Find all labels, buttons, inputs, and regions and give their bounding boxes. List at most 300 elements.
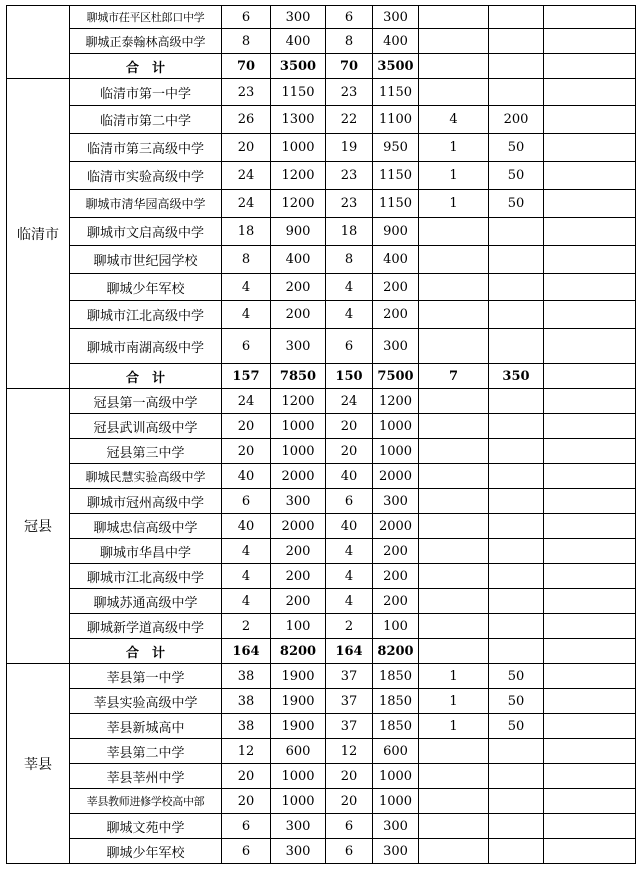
value-cell-c5: 1 <box>419 689 489 714</box>
value-cell-c5 <box>419 839 489 864</box>
value-cell-c5 <box>419 439 489 464</box>
total-value-cell-c6 <box>489 54 544 79</box>
table-row <box>7 789 636 814</box>
school-name-cell: 聊城少年军校 <box>70 274 222 301</box>
school-name-cell: 聊城少年军校 <box>70 839 222 864</box>
value-cell-c6 <box>489 246 544 274</box>
value-cell-c1: 20 <box>222 134 271 162</box>
table-row <box>7 162 636 190</box>
table-row <box>7 274 636 301</box>
table-row <box>7 246 636 274</box>
value-cell-c1: 26 <box>222 106 271 134</box>
table-row <box>7 464 636 489</box>
school-name-cell: 聊城市南湖高级中学 <box>70 329 222 364</box>
value-cell-c1: 24 <box>222 190 271 218</box>
total-value-cell-c5: 7 <box>419 364 489 389</box>
value-cell-c4: 300 <box>373 329 419 364</box>
value-cell-c4: 300 <box>373 814 419 839</box>
value-cell-c1: 6 <box>222 489 271 514</box>
value-cell-c6 <box>489 29 544 54</box>
value-cell-c1: 20 <box>222 439 271 464</box>
value-cell-c6: 50 <box>489 162 544 190</box>
value-cell-c5: 1 <box>419 714 489 739</box>
total-value-cell-c2: 8200 <box>271 639 326 664</box>
value-cell-c4: 1200 <box>373 389 419 414</box>
value-cell-c3: 6 <box>326 839 373 864</box>
value-cell-c2: 1900 <box>271 664 326 689</box>
school-name-cell: 冠县第三中学 <box>70 439 222 464</box>
value-cell-c2: 1150 <box>271 79 326 106</box>
value-cell-c4: 200 <box>373 564 419 589</box>
value-cell-c4: 1850 <box>373 714 419 739</box>
school-name-cell: 莘县新城高中 <box>70 714 222 739</box>
value-cell-c2: 100 <box>271 614 326 639</box>
value-cell-c3: 6 <box>326 6 373 29</box>
school-name-cell: 聊城市江北高级中学 <box>70 301 222 329</box>
table-row <box>7 79 636 106</box>
value-cell-c6 <box>489 839 544 864</box>
value-cell-c3: 20 <box>326 439 373 464</box>
school-name-cell: 聊城市世纪园学校 <box>70 246 222 274</box>
value-cell-c3: 4 <box>326 589 373 614</box>
table-row <box>7 739 636 764</box>
value-cell-c6 <box>489 274 544 301</box>
value-cell-c5: 1 <box>419 162 489 190</box>
value-cell-c4: 1850 <box>373 689 419 714</box>
total-value-cell-c4: 7500 <box>373 364 419 389</box>
value-cell-c6 <box>489 789 544 814</box>
total-value-cell-c1: 70 <box>222 54 271 79</box>
value-cell-c6 <box>489 514 544 539</box>
value-cell-c6: 50 <box>489 134 544 162</box>
value-cell-c2: 1300 <box>271 106 326 134</box>
value-cell-c4: 200 <box>373 301 419 329</box>
value-cell-c1: 18 <box>222 218 271 246</box>
total-value-cell-c3: 164 <box>326 639 373 664</box>
value-cell-c4: 400 <box>373 29 419 54</box>
value-cell-c2: 200 <box>271 274 326 301</box>
table-row <box>7 329 636 364</box>
empty-cell <box>544 464 636 489</box>
value-cell-c5 <box>419 79 489 106</box>
table-row <box>7 301 636 329</box>
total-row <box>7 639 636 664</box>
total-value-cell-c4: 8200 <box>373 639 419 664</box>
value-cell-c6: 50 <box>489 689 544 714</box>
value-cell-c3: 40 <box>326 514 373 539</box>
total-label-cell: 合 计 <box>70 639 222 664</box>
empty-cell <box>544 639 636 664</box>
value-cell-c4: 1100 <box>373 106 419 134</box>
value-cell-c2: 300 <box>271 489 326 514</box>
school-name-cell: 聊城市江北高级中学 <box>70 564 222 589</box>
empty-cell <box>544 162 636 190</box>
value-cell-c3: 40 <box>326 464 373 489</box>
empty-cell <box>544 301 636 329</box>
value-cell-c4: 300 <box>373 6 419 29</box>
value-cell-c5 <box>419 329 489 364</box>
school-name-cell: 莘县实验高级中学 <box>70 689 222 714</box>
value-cell-c6 <box>489 389 544 414</box>
total-value-cell-c3: 70 <box>326 54 373 79</box>
school-name-cell: 聊城市文启高级中学 <box>70 218 222 246</box>
empty-cell <box>544 664 636 689</box>
empty-cell <box>544 814 636 839</box>
value-cell-c1: 40 <box>222 514 271 539</box>
value-cell-c5 <box>419 218 489 246</box>
total-row <box>7 364 636 389</box>
value-cell-c3: 37 <box>326 714 373 739</box>
value-cell-c5: 4 <box>419 106 489 134</box>
value-cell-c5 <box>419 246 489 274</box>
value-cell-c5 <box>419 414 489 439</box>
county-cell: 冠县 <box>7 389 70 664</box>
value-cell-c3: 2 <box>326 614 373 639</box>
value-cell-c5 <box>419 514 489 539</box>
value-cell-c1: 12 <box>222 739 271 764</box>
value-cell-c6 <box>489 589 544 614</box>
table-row <box>7 614 636 639</box>
school-name-cell: 聊城市冠州高级中学 <box>70 489 222 514</box>
value-cell-c1: 6 <box>222 839 271 864</box>
empty-cell <box>544 689 636 714</box>
value-cell-c2: 1000 <box>271 414 326 439</box>
school-name-cell: 聊城市茌平区杜郎口中学 <box>70 6 222 29</box>
value-cell-c6 <box>489 218 544 246</box>
value-cell-c5 <box>419 6 489 29</box>
value-cell-c6 <box>489 614 544 639</box>
school-name-cell: 聊城市华昌中学 <box>70 539 222 564</box>
value-cell-c6 <box>489 814 544 839</box>
value-cell-c4: 1150 <box>373 190 419 218</box>
value-cell-c6: 200 <box>489 106 544 134</box>
school-name-cell: 冠县第一高级中学 <box>70 389 222 414</box>
value-cell-c1: 23 <box>222 79 271 106</box>
value-cell-c6 <box>489 414 544 439</box>
school-name-cell: 聊城新学道高级中学 <box>70 614 222 639</box>
value-cell-c1: 4 <box>222 589 271 614</box>
value-cell-c3: 4 <box>326 301 373 329</box>
school-name-cell: 冠县武训高级中学 <box>70 414 222 439</box>
value-cell-c4: 1850 <box>373 664 419 689</box>
value-cell-c4: 200 <box>373 589 419 614</box>
empty-cell <box>544 839 636 864</box>
value-cell-c6: 50 <box>489 714 544 739</box>
table-row <box>7 134 636 162</box>
value-cell-c5 <box>419 814 489 839</box>
value-cell-c1: 6 <box>222 814 271 839</box>
table-row <box>7 6 636 29</box>
school-name-cell: 聊城民慧实验高级中学 <box>70 464 222 489</box>
table-row <box>7 514 636 539</box>
value-cell-c3: 37 <box>326 664 373 689</box>
empty-cell <box>544 246 636 274</box>
table-row <box>7 29 636 54</box>
value-cell-c3: 24 <box>326 389 373 414</box>
value-cell-c6 <box>489 739 544 764</box>
table-row <box>7 489 636 514</box>
table-row <box>7 814 636 839</box>
total-value-cell-c5 <box>419 54 489 79</box>
table-row <box>7 714 636 739</box>
value-cell-c6 <box>489 439 544 464</box>
empty-cell <box>544 364 636 389</box>
value-cell-c5 <box>419 614 489 639</box>
value-cell-c4: 2000 <box>373 514 419 539</box>
total-value-cell-c3: 150 <box>326 364 373 389</box>
empty-cell <box>544 489 636 514</box>
value-cell-c4: 900 <box>373 218 419 246</box>
value-cell-c6 <box>489 301 544 329</box>
value-cell-c1: 40 <box>222 464 271 489</box>
table-row <box>7 564 636 589</box>
empty-cell <box>544 54 636 79</box>
value-cell-c6 <box>489 329 544 364</box>
empty-cell <box>544 218 636 246</box>
total-value-cell-c4: 3500 <box>373 54 419 79</box>
value-cell-c6 <box>489 764 544 789</box>
total-label-cell: 合 计 <box>70 364 222 389</box>
value-cell-c2: 600 <box>271 739 326 764</box>
school-name-cell: 临清市实验高级中学 <box>70 162 222 190</box>
value-cell-c3: 20 <box>326 789 373 814</box>
value-cell-c3: 18 <box>326 218 373 246</box>
empty-cell <box>544 106 636 134</box>
school-name-cell: 聊城正泰翰林高级中学 <box>70 29 222 54</box>
value-cell-c1: 38 <box>222 689 271 714</box>
value-cell-c3: 4 <box>326 539 373 564</box>
total-value-cell-c5 <box>419 639 489 664</box>
county-cell: 莘县 <box>7 664 70 864</box>
value-cell-c2: 200 <box>271 589 326 614</box>
value-cell-c5: 1 <box>419 190 489 218</box>
value-cell-c5 <box>419 301 489 329</box>
table-row <box>7 106 636 134</box>
total-value-cell-c1: 157 <box>222 364 271 389</box>
total-row <box>7 54 636 79</box>
value-cell-c6: 50 <box>489 664 544 689</box>
table-row <box>7 389 636 414</box>
value-cell-c1: 4 <box>222 301 271 329</box>
value-cell-c4: 1000 <box>373 439 419 464</box>
value-cell-c2: 1000 <box>271 789 326 814</box>
total-label-cell: 合 计 <box>70 54 222 79</box>
value-cell-c3: 6 <box>326 329 373 364</box>
empty-cell <box>544 6 636 29</box>
value-cell-c3: 37 <box>326 689 373 714</box>
value-cell-c2: 200 <box>271 564 326 589</box>
value-cell-c2: 400 <box>271 29 326 54</box>
value-cell-c6 <box>489 464 544 489</box>
empty-cell <box>544 414 636 439</box>
table-row <box>7 439 636 464</box>
value-cell-c1: 6 <box>222 329 271 364</box>
value-cell-c4: 300 <box>373 489 419 514</box>
value-cell-c4: 1000 <box>373 764 419 789</box>
value-cell-c4: 1150 <box>373 162 419 190</box>
value-cell-c2: 1200 <box>271 190 326 218</box>
value-cell-c3: 20 <box>326 764 373 789</box>
empty-cell <box>544 29 636 54</box>
table-row <box>7 218 636 246</box>
empty-cell <box>544 589 636 614</box>
value-cell-c5 <box>419 389 489 414</box>
total-value-cell-c2: 7850 <box>271 364 326 389</box>
empty-cell <box>544 514 636 539</box>
empty-cell <box>544 739 636 764</box>
total-value-cell-c2: 3500 <box>271 54 326 79</box>
empty-cell <box>544 389 636 414</box>
value-cell-c5 <box>419 29 489 54</box>
empty-cell <box>544 539 636 564</box>
total-value-cell-c6 <box>489 639 544 664</box>
value-cell-c2: 1900 <box>271 689 326 714</box>
school-name-cell: 莘县第一中学 <box>70 664 222 689</box>
value-cell-c4: 400 <box>373 246 419 274</box>
school-name-cell: 聊城市清华园高级中学 <box>70 190 222 218</box>
value-cell-c6 <box>489 6 544 29</box>
total-value-cell-c6: 350 <box>489 364 544 389</box>
value-cell-c6: 50 <box>489 190 544 218</box>
value-cell-c5 <box>419 589 489 614</box>
table-row <box>7 689 636 714</box>
school-name-cell: 聊城苏通高级中学 <box>70 589 222 614</box>
value-cell-c4: 200 <box>373 274 419 301</box>
value-cell-c3: 8 <box>326 246 373 274</box>
empty-cell <box>544 79 636 106</box>
value-cell-c4: 200 <box>373 539 419 564</box>
value-cell-c2: 2000 <box>271 514 326 539</box>
value-cell-c1: 6 <box>222 6 271 29</box>
value-cell-c1: 20 <box>222 789 271 814</box>
table-row <box>7 664 636 689</box>
value-cell-c4: 2000 <box>373 464 419 489</box>
school-name-cell: 临清市第二中学 <box>70 106 222 134</box>
value-cell-c3: 6 <box>326 814 373 839</box>
value-cell-c6 <box>489 79 544 106</box>
county-cell: 临清市 <box>7 79 70 389</box>
value-cell-c2: 1200 <box>271 389 326 414</box>
value-cell-c1: 8 <box>222 246 271 274</box>
value-cell-c3: 20 <box>326 414 373 439</box>
school-name-cell: 临清市第一中学 <box>70 79 222 106</box>
value-cell-c2: 400 <box>271 246 326 274</box>
table-row <box>7 190 636 218</box>
table-row <box>7 589 636 614</box>
value-cell-c2: 1000 <box>271 134 326 162</box>
value-cell-c1: 4 <box>222 564 271 589</box>
value-cell-c4: 100 <box>373 614 419 639</box>
value-cell-c5 <box>419 564 489 589</box>
value-cell-c2: 200 <box>271 539 326 564</box>
value-cell-c3: 4 <box>326 274 373 301</box>
value-cell-c4: 950 <box>373 134 419 162</box>
empty-cell <box>544 439 636 464</box>
value-cell-c5 <box>419 739 489 764</box>
school-name-cell: 莘县教师进修学校高中部 <box>70 789 222 814</box>
empty-cell <box>544 714 636 739</box>
value-cell-c6 <box>489 489 544 514</box>
value-cell-c5: 1 <box>419 664 489 689</box>
value-cell-c3: 4 <box>326 564 373 589</box>
value-cell-c3: 23 <box>326 162 373 190</box>
county-cell <box>7 6 70 79</box>
value-cell-c1: 38 <box>222 664 271 689</box>
value-cell-c5 <box>419 789 489 814</box>
table-row <box>7 414 636 439</box>
school-name-cell: 聊城文苑中学 <box>70 814 222 839</box>
value-cell-c3: 6 <box>326 489 373 514</box>
value-cell-c3: 23 <box>326 79 373 106</box>
value-cell-c1: 20 <box>222 764 271 789</box>
value-cell-c1: 8 <box>222 29 271 54</box>
value-cell-c2: 1200 <box>271 162 326 190</box>
value-cell-c4: 1150 <box>373 79 419 106</box>
empty-cell <box>544 789 636 814</box>
value-cell-c2: 1000 <box>271 764 326 789</box>
value-cell-c4: 300 <box>373 839 419 864</box>
value-cell-c1: 20 <box>222 414 271 439</box>
value-cell-c2: 300 <box>271 839 326 864</box>
value-cell-c6 <box>489 564 544 589</box>
value-cell-c2: 1900 <box>271 714 326 739</box>
value-cell-c1: 4 <box>222 274 271 301</box>
value-cell-c5: 1 <box>419 134 489 162</box>
value-cell-c5 <box>419 539 489 564</box>
value-cell-c4: 1000 <box>373 789 419 814</box>
school-name-cell: 聊城忠信高级中学 <box>70 514 222 539</box>
value-cell-c5 <box>419 464 489 489</box>
value-cell-c1: 2 <box>222 614 271 639</box>
value-cell-c1: 38 <box>222 714 271 739</box>
value-cell-c3: 19 <box>326 134 373 162</box>
school-name-cell: 临清市第三高级中学 <box>70 134 222 162</box>
value-cell-c4: 1000 <box>373 414 419 439</box>
value-cell-c2: 900 <box>271 218 326 246</box>
table-row <box>7 839 636 864</box>
value-cell-c3: 22 <box>326 106 373 134</box>
table-row <box>7 764 636 789</box>
value-cell-c2: 300 <box>271 814 326 839</box>
value-cell-c6 <box>489 539 544 564</box>
empty-cell <box>544 614 636 639</box>
value-cell-c1: 24 <box>222 389 271 414</box>
value-cell-c2: 200 <box>271 301 326 329</box>
value-cell-c5 <box>419 274 489 301</box>
total-value-cell-c1: 164 <box>222 639 271 664</box>
empty-cell <box>544 329 636 364</box>
value-cell-c4: 600 <box>373 739 419 764</box>
value-cell-c2: 1000 <box>271 439 326 464</box>
value-cell-c3: 8 <box>326 29 373 54</box>
value-cell-c3: 12 <box>326 739 373 764</box>
value-cell-c2: 2000 <box>271 464 326 489</box>
school-name-cell: 莘县莘州中学 <box>70 764 222 789</box>
value-cell-c5 <box>419 489 489 514</box>
value-cell-c2: 300 <box>271 6 326 29</box>
empty-cell <box>544 134 636 162</box>
empty-cell <box>544 274 636 301</box>
value-cell-c1: 24 <box>222 162 271 190</box>
empty-cell <box>544 764 636 789</box>
table-row <box>7 539 636 564</box>
empty-cell <box>544 564 636 589</box>
school-name-cell: 莘县第二中学 <box>70 739 222 764</box>
enrollment-table <box>6 5 636 864</box>
value-cell-c5 <box>419 764 489 789</box>
value-cell-c3: 23 <box>326 190 373 218</box>
empty-cell <box>544 190 636 218</box>
